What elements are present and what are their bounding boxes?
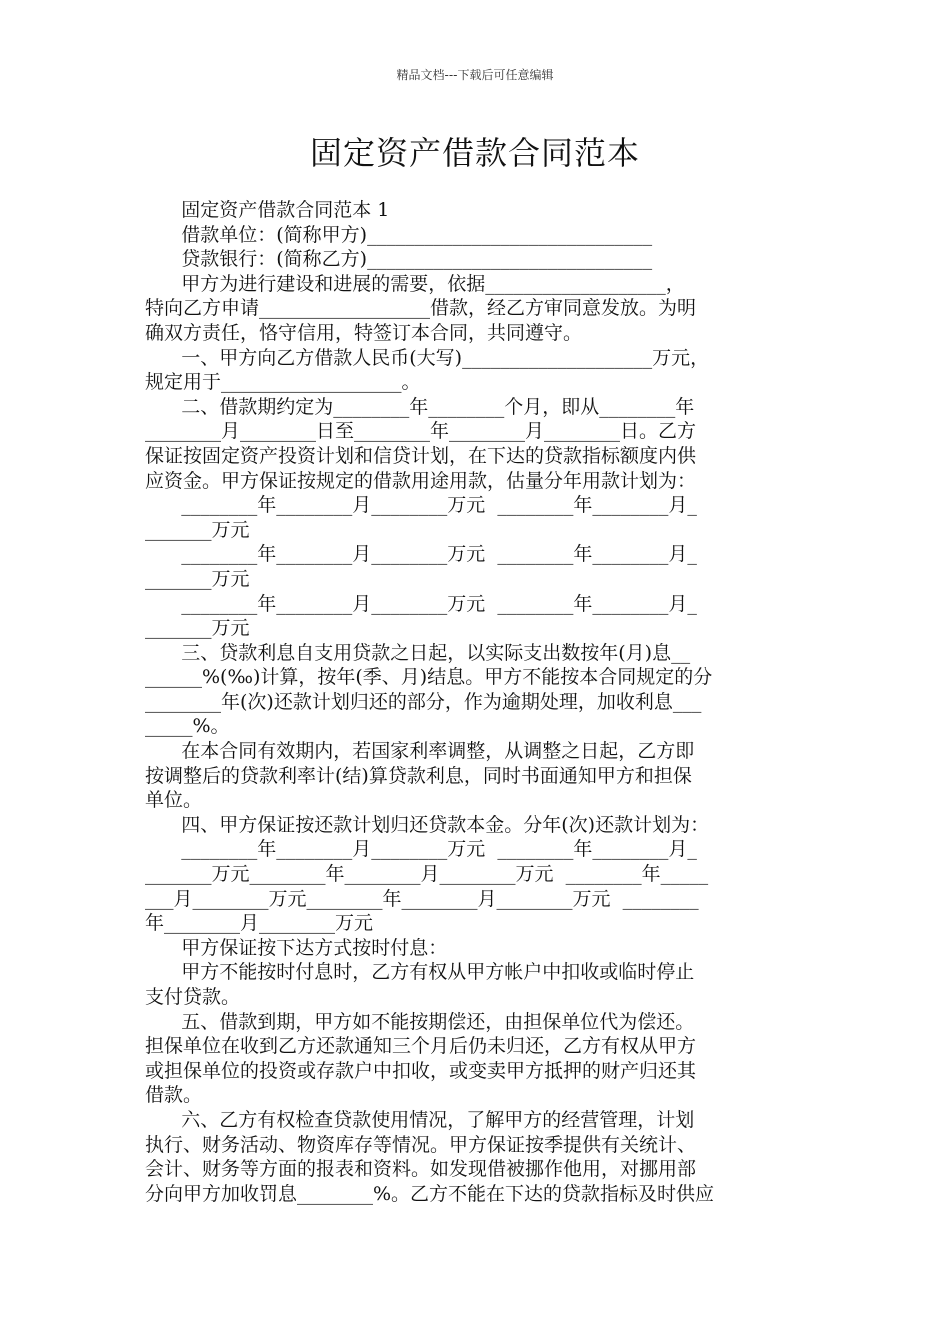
text-line: 保证按固定资产投资计划和信贷计划，在下达的贷款指标额度内供 bbox=[145, 444, 697, 467]
text-line: ________年(次)还款计划归还的部分，作为逾期处理，加收利息___ bbox=[145, 690, 702, 713]
text-line: 单位。 bbox=[145, 789, 203, 812]
text-line: 甲方保证按下达方式按时付息： bbox=[145, 936, 448, 959]
text-line: 借款单位：(简称甲方)______________________________ bbox=[145, 223, 653, 246]
text-line: _______万元 bbox=[145, 518, 250, 541]
text-line: 二、借款期约定为________年________个月，即从________年 bbox=[145, 395, 695, 418]
text-line: 固定资产借款合同范本 1 bbox=[145, 199, 390, 221]
text-line: 确双方责任，恪守信用，特签订本合同，共同遵守。 bbox=[145, 321, 583, 344]
text-line: 甲方为进行建设和进展的需要，依据___________________， bbox=[145, 272, 685, 295]
text-line: ________年________月________万元 ________年________月_ bbox=[145, 494, 697, 517]
text-line: 按调整后的贷款利率计(结)算贷款利息，同时书面通知甲方和担保 bbox=[145, 764, 692, 787]
text-line: _______万元 bbox=[145, 617, 250, 640]
text-line: 贷款银行：(简称乙方)______________________________ bbox=[145, 248, 653, 271]
text-line: 执行、财务活动、物资库存等情况。甲方保证按季提供有关统计、 bbox=[145, 1133, 697, 1156]
page-header: 精品文档---下载后可任意编辑 bbox=[396, 68, 554, 82]
text-line: 六、乙方有权检查贷款使用情况，了解甲方的经营管理，计划 bbox=[145, 1108, 695, 1131]
text-line: 借款。 bbox=[145, 1084, 203, 1107]
text-line: _______万元________年________月________万元 ________年_____ bbox=[145, 863, 709, 886]
text-line: 分向甲方加收罚息________%。乙方不能在下达的贷款指标及时供应 bbox=[145, 1182, 715, 1205]
document-title: 固定资产借款合同范本 bbox=[309, 134, 640, 172]
text-line: 年________月________万元 bbox=[145, 912, 374, 935]
text-line: ________年________月________万元 ________年________月_ bbox=[145, 543, 697, 566]
text-line: ___月________万元________年________月________万元 ________ bbox=[145, 887, 699, 910]
text-line: ________月________日至________年________月________日。乙方 bbox=[145, 420, 697, 443]
text-line: _______万元 bbox=[145, 567, 250, 590]
text-line: 五、借款到期，甲方如不能按期偿还，由担保单位代为偿还。 bbox=[145, 1010, 695, 1033]
text-line: 甲方不能按时付息时，乙方有权从甲方帐户中扣收或临时停止 bbox=[145, 961, 695, 984]
text-line: ______%(‰)计算，按年(季、月)结息。甲方不能按本合同规定的分 bbox=[145, 666, 713, 689]
text-line: 担保单位在收到乙方还款通知三个月后仍未归还，乙方有权从甲方 bbox=[145, 1035, 697, 1058]
text-line: 四、甲方保证按还款计划归还贷款本金。分年(次)还款计划为： bbox=[145, 813, 710, 836]
document-body bbox=[145, 198, 807, 1206]
text-line: 在本合同有效期内，若国家利率调整，从调整之日起，乙方即 bbox=[145, 740, 695, 763]
text-line: 会计、财务等方面的报表和资料。如发现借被挪作他用，对挪用部 bbox=[145, 1158, 697, 1181]
text-line: 规定用于___________________。 bbox=[145, 371, 421, 394]
text-line: 特向乙方申请__________________借款，经乙方审同意发放。为明 bbox=[145, 297, 697, 320]
text-line: 支付贷款。 bbox=[145, 986, 241, 1008]
text-line: 或担保单位的投资或存款户中扣收，或变卖甲方抵押的财产归还其 bbox=[145, 1059, 697, 1082]
text-line: 应资金。甲方保证按规定的借款用途用款，估量分年用款计划为： bbox=[145, 469, 697, 492]
text-line: _____%。 bbox=[145, 715, 230, 738]
text-line: ________年________月________万元 ________年________月_ bbox=[145, 592, 697, 615]
text-line: 三、贷款利息自支用贷款之日起，以实际支出数按年(月)息__ bbox=[145, 641, 691, 664]
text-line: ________年________月________万元 ________年________月_ bbox=[145, 838, 697, 861]
text-line: 一、甲方向乙方借款人民币(大写)____________________万元， bbox=[145, 346, 710, 369]
